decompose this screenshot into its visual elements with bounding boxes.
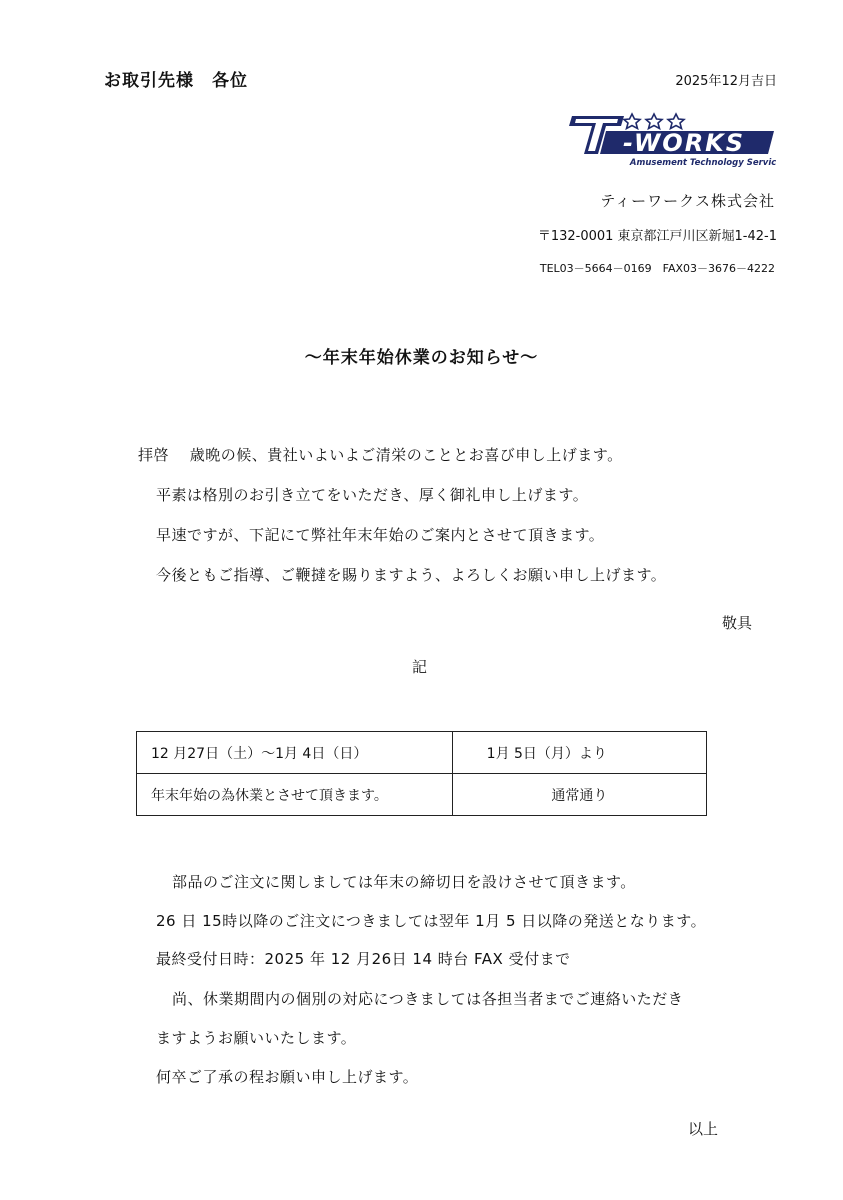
greeting-line: 早速ですが、下記にて弊社年末年始のご案内とさせて頂きます。 bbox=[156, 526, 605, 544]
t-works-logo-icon bbox=[566, 110, 776, 170]
greeting-line: 平素は格別のお引き立てをいただき、厚く御礼申し上げます。 bbox=[156, 486, 589, 504]
recipient-line: お取引先様 各位 bbox=[104, 71, 248, 91]
closing-keigu: 敬具 bbox=[722, 614, 753, 632]
note-line: 尚、休業期間内の個別の対応につきましては各担当者までご連絡いただき bbox=[172, 990, 684, 1008]
logo-tagline: Amusement Technology Service bbox=[629, 158, 776, 168]
document-date: 2025年12月吉日 bbox=[675, 74, 777, 89]
note-line: 何卒ご了承の程お願い申し上げます。 bbox=[156, 1068, 419, 1086]
schedule-table bbox=[136, 731, 707, 816]
greeting-line: 今後ともご指導、ご鞭撻を賜りますよう、よろしくお願い申し上げます。 bbox=[156, 566, 667, 584]
greeting-line: 拝啓 歳晩の候、貴社いよいよご清栄のこととお喜び申し上げます。 bbox=[138, 446, 623, 464]
holiday-note-cell: 年末年始の為休業とさせて頂きます。 bbox=[137, 774, 453, 816]
table-row bbox=[137, 732, 707, 774]
stars-icon bbox=[624, 114, 684, 129]
company-name: ティーワークス株式会社 bbox=[600, 192, 775, 210]
notice-title: ～年末年始休業のお知らせ～ bbox=[304, 348, 539, 368]
company-address: 〒132-0001 東京都江戸川区新堀1-42-1 bbox=[537, 229, 777, 244]
resume-note-cell: 通常通り bbox=[452, 774, 706, 816]
note-line: 部品のご注文に関しましては年末の締切日を設けさせて頂きます。 bbox=[172, 873, 636, 891]
table-row bbox=[137, 774, 707, 816]
svg-text:-WORKS: -WORKS bbox=[622, 129, 746, 157]
note-line: 26 日 15時以降のご注文につきましては翌年 1月 5 日以降の発送となります。 bbox=[156, 912, 707, 930]
holiday-period-cell: 12 月27日（土）～1月 4日（日） bbox=[137, 732, 453, 774]
end-ijou: 以上 bbox=[688, 1120, 719, 1138]
note-line: ますようお願いいたします。 bbox=[156, 1029, 357, 1047]
resume-date-cell: 1月 5日（月）より bbox=[452, 732, 706, 774]
ki-mark: 記 bbox=[412, 658, 428, 676]
company-contact: TEL03－5664－0169 FAX03－3676－4222 bbox=[539, 262, 775, 275]
company-logo bbox=[566, 110, 776, 170]
note-line: 最終受付日時：2025 年 12 月26日 14 時台 FAX 受付まで bbox=[156, 950, 571, 968]
